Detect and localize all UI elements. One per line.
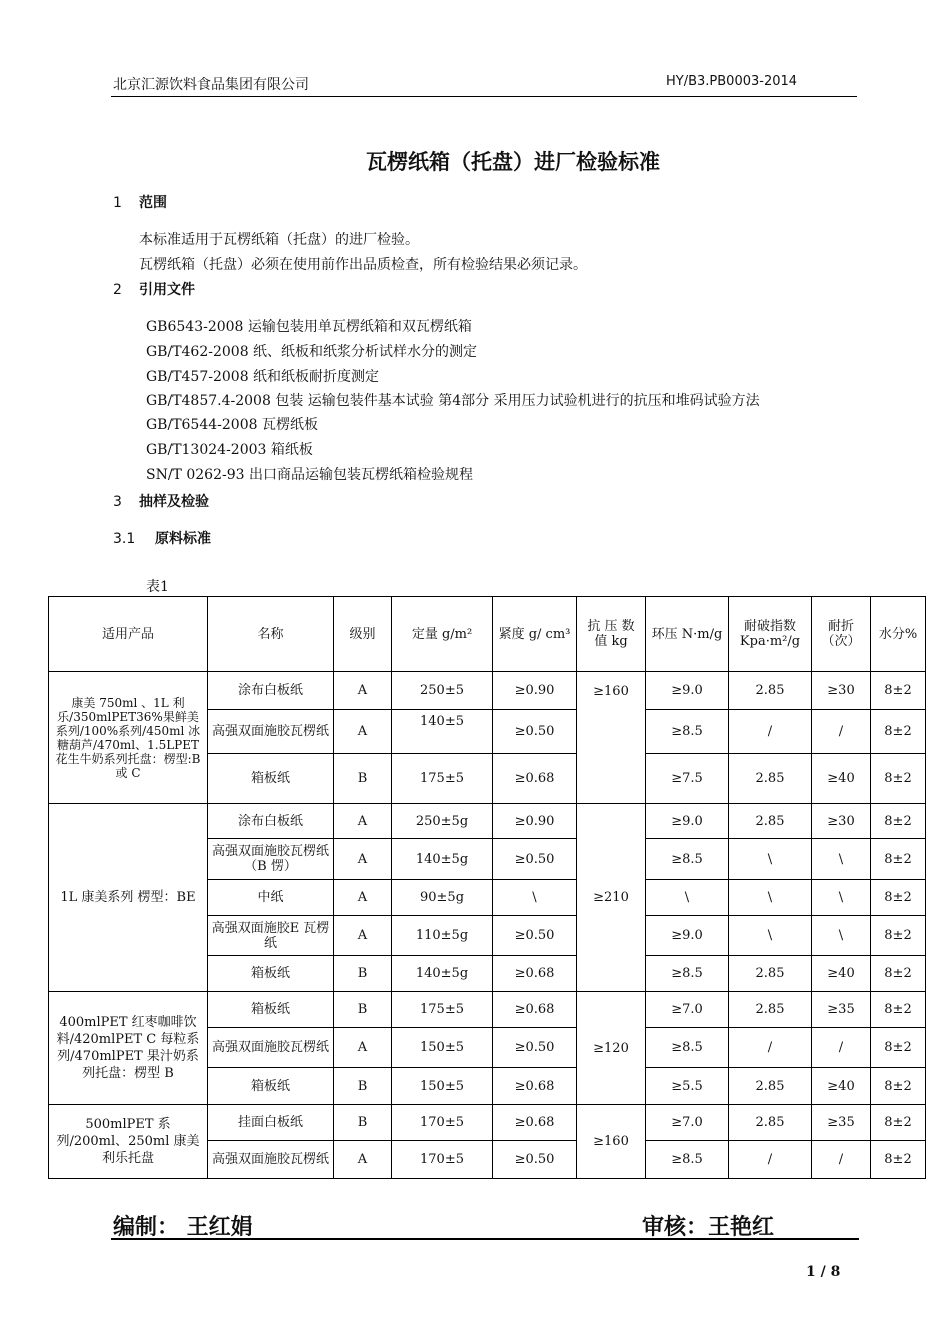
grade-cell: A — [334, 839, 392, 880]
burst-cell: 2.85 — [729, 672, 812, 710]
reference-item: GB/T13024-2003 箱纸板 — [146, 442, 313, 458]
grade-cell: A — [334, 710, 392, 754]
section-label: 引用文件 — [139, 282, 195, 298]
header-company: 北京汇源饮料食品集团有限公司 — [113, 77, 309, 93]
reviewed-by: 审核：王艳红 — [642, 1215, 775, 1240]
table-row — [49, 804, 926, 839]
section-3-1-heading — [113, 528, 211, 548]
product-cell: 康美 750ml 、1L 利乐/350mlPET36%果鲜美系列/100%系列/450ml 冰糖葫芦/470ml、1.5LPET 花生牛奶系列托盘：楞型:B 或 C — [49, 672, 208, 804]
reference-item: SN/T 0262-93 出口商品运输包装瓦楞纸箱检验规程 — [146, 467, 473, 483]
header-tightness: 紧度 g/ cm³ — [493, 597, 577, 672]
name-cell: 高强双面施胶瓦楞纸 — [208, 1141, 334, 1179]
grade-cell: A — [334, 1028, 392, 1068]
name-cell: 高强双面施胶瓦楞纸 — [208, 710, 334, 754]
header-moisture: 水分% — [871, 597, 926, 672]
grade-cell: A — [334, 916, 392, 956]
tightness-cell: ≥0.68 — [493, 1068, 577, 1105]
ring-cell: ≥8.5 — [646, 1141, 729, 1179]
reference-item: GB/T6544-2008 瓦楞纸板 — [146, 417, 318, 433]
section-number: 3.1 — [113, 531, 136, 547]
table-header-row — [49, 597, 926, 672]
header-rule — [111, 96, 857, 97]
compression-cell: ≥210 — [577, 804, 646, 992]
compression-cell: ≥160 — [577, 1105, 646, 1179]
product-cell: 500mlPET 系列/200ml、250ml 康美利乐托盘 — [49, 1105, 208, 1179]
fold-cell: ≥35 — [812, 1105, 871, 1141]
fold-cell: ≥40 — [812, 1068, 871, 1105]
weight-cell: 110±5g — [392, 916, 493, 956]
scope-text-1: 本标准适用于瓦楞纸箱（托盘）的进厂检验。 — [139, 232, 419, 248]
section-number: 2 — [113, 282, 122, 298]
ring-cell: ≥9.0 — [646, 672, 729, 710]
grade-cell: B — [334, 992, 392, 1028]
section-label: 原料标准 — [155, 531, 211, 547]
ring-cell: \ — [646, 880, 729, 916]
weight-cell: 90±5g — [392, 880, 493, 916]
header-compression: 抗 压 数 值 kg — [577, 597, 646, 672]
name-cell: 高强双面施胶瓦楞纸 — [208, 1028, 334, 1068]
weight-cell: 175±5 — [392, 754, 493, 804]
moisture-cell: 8±2 — [871, 754, 926, 804]
tightness-cell: \ — [493, 880, 577, 916]
section-number: 1 — [113, 195, 122, 211]
grade-cell: A — [334, 880, 392, 916]
section-3-heading — [113, 491, 209, 511]
ring-cell: ≥8.5 — [646, 839, 729, 880]
burst-cell: 2.85 — [729, 956, 812, 992]
tightness-cell: ≥0.68 — [493, 1105, 577, 1141]
weight-cell: 175±5 — [392, 992, 493, 1028]
table-row — [49, 992, 926, 1028]
moisture-cell: 8±2 — [871, 880, 926, 916]
fold-cell: / — [812, 1028, 871, 1068]
header-product: 适用产品 — [49, 597, 208, 672]
page-title: 瓦楞纸箱（托盘）进厂检验标准 — [366, 150, 660, 174]
fold-cell: ≥30 — [812, 672, 871, 710]
moisture-cell: 8±2 — [871, 916, 926, 956]
name-cell: 箱板纸 — [208, 992, 334, 1028]
tightness-cell: ≥0.50 — [493, 916, 577, 956]
burst-cell: \ — [729, 916, 812, 956]
ring-cell: ≥5.5 — [646, 1068, 729, 1105]
moisture-cell: 8±2 — [871, 1105, 926, 1141]
signature-rule — [111, 1238, 859, 1240]
name-cell: 涂布白板纸 — [208, 804, 334, 839]
weight-cell: 140±5 — [392, 710, 493, 754]
moisture-cell: 8±2 — [871, 956, 926, 992]
burst-cell: / — [729, 1028, 812, 1068]
name-cell: 挂面白板纸 — [208, 1105, 334, 1141]
grade-cell: B — [334, 956, 392, 992]
compiled-by: 编制： 王红娟 — [113, 1215, 253, 1240]
ring-cell: ≥8.5 — [646, 1028, 729, 1068]
burst-cell: 2.85 — [729, 754, 812, 804]
fold-cell: ≥35 — [812, 992, 871, 1028]
name-cell: 箱板纸 — [208, 1068, 334, 1105]
ring-cell: ≥9.0 — [646, 804, 729, 839]
name-cell: 中纸 — [208, 880, 334, 916]
tightness-cell: ≥0.50 — [493, 839, 577, 880]
weight-cell: 250±5 — [392, 672, 493, 710]
section-1-heading — [113, 192, 167, 212]
weight-cell: 140±5g — [392, 956, 493, 992]
fold-cell: \ — [812, 880, 871, 916]
moisture-cell: 8±2 — [871, 1028, 926, 1068]
ring-cell: ≥8.5 — [646, 956, 729, 992]
weight-cell: 170±5 — [392, 1141, 493, 1179]
product-cell: 1L 康美系列 楞型：BE — [49, 804, 208, 992]
burst-cell: \ — [729, 880, 812, 916]
weight-cell: 250±5g — [392, 804, 493, 839]
section-2-heading — [113, 279, 195, 299]
tightness-cell: ≥0.68 — [493, 754, 577, 804]
name-cell: 高强双面施胶E 瓦楞纸 — [208, 916, 334, 956]
fold-cell: / — [812, 710, 871, 754]
header-ring-crush: 环压 N·m/g — [646, 597, 729, 672]
section-number: 3 — [113, 494, 122, 510]
table-row — [49, 1105, 926, 1141]
tightness-cell: ≥0.90 — [493, 804, 577, 839]
tightness-cell: ≥0.50 — [493, 1028, 577, 1068]
header-fold: 耐折（次） — [812, 597, 871, 672]
moisture-cell: 8±2 — [871, 839, 926, 880]
burst-cell: 2.85 — [729, 1068, 812, 1105]
header-weight: 定量 g/m² — [392, 597, 493, 672]
burst-cell: 2.85 — [729, 804, 812, 839]
compression-cell: ≥160 — [577, 672, 646, 804]
table-label: 表1 — [146, 579, 169, 595]
moisture-cell: 8±2 — [871, 710, 926, 754]
tightness-cell: ≥0.68 — [493, 956, 577, 992]
weight-cell: 170±5 — [392, 1105, 493, 1141]
ring-cell: ≥7.0 — [646, 1105, 729, 1141]
grade-cell: B — [334, 1068, 392, 1105]
moisture-cell: 8±2 — [871, 1068, 926, 1105]
fold-cell: ≥40 — [812, 956, 871, 992]
ring-cell: ≥8.5 — [646, 710, 729, 754]
header-name: 名称 — [208, 597, 334, 672]
reference-item: GB6543-2008 运输包装用单瓦楞纸箱和双瓦楞纸箱 — [146, 319, 472, 335]
section-label: 抽样及检验 — [139, 494, 209, 510]
fold-cell: \ — [812, 916, 871, 956]
section-label: 范围 — [139, 195, 167, 211]
compression-cell: ≥120 — [577, 992, 646, 1105]
moisture-cell: 8±2 — [871, 1141, 926, 1179]
moisture-cell: 8±2 — [871, 672, 926, 710]
page-number: 1 / 8 — [806, 1264, 841, 1280]
burst-cell: 2.85 — [729, 992, 812, 1028]
burst-cell: \ — [729, 839, 812, 880]
name-cell: 涂布白板纸 — [208, 672, 334, 710]
grade-cell: B — [334, 754, 392, 804]
weight-cell: 150±5 — [392, 1068, 493, 1105]
reference-item: GB/T462-2008 纸、纸板和纸浆分析试样水分的测定 — [146, 344, 478, 360]
weight-cell: 150±5 — [392, 1028, 493, 1068]
moisture-cell: 8±2 — [871, 992, 926, 1028]
ring-cell: ≥7.0 — [646, 992, 729, 1028]
burst-cell: 2.85 — [729, 1105, 812, 1141]
fold-cell: / — [812, 1141, 871, 1179]
grade-cell: A — [334, 1141, 392, 1179]
name-cell: 箱板纸 — [208, 754, 334, 804]
name-cell: 高强双面施胶瓦楞纸（B 愣） — [208, 839, 334, 880]
fold-cell: ≥30 — [812, 804, 871, 839]
grade-cell: A — [334, 804, 392, 839]
header-doc-code: HY/B3.PB0003-2014 — [666, 74, 798, 89]
burst-cell: / — [729, 710, 812, 754]
tightness-cell: ≥0.50 — [493, 1141, 577, 1179]
product-cell: 400mlPET 红枣咖啡饮料/420mlPET C 每粒系列/470mlPET 果汁奶系列托盘：楞型 B — [49, 992, 208, 1105]
name-cell: 箱板纸 — [208, 956, 334, 992]
burst-cell: / — [729, 1141, 812, 1179]
tightness-cell: ≥0.90 — [493, 672, 577, 710]
tightness-cell: ≥0.68 — [493, 992, 577, 1028]
grade-cell: B — [334, 1105, 392, 1141]
fold-cell: \ — [812, 839, 871, 880]
header-grade: 级别 — [334, 597, 392, 672]
grade-cell: A — [334, 672, 392, 710]
reference-item: GB/T4857.4-2008 包装 运输包装件基本试验 第4部分 采用压力试验机进行的抗压和堆码试验方法 — [146, 393, 760, 409]
material-standards-table — [48, 596, 926, 1179]
ring-cell: ≥9.0 — [646, 916, 729, 956]
scope-text-2: 瓦楞纸箱（托盘）必须在使用前作出品质检查，所有检验结果必须记录。 — [139, 257, 587, 273]
ring-cell: ≥7.5 — [646, 754, 729, 804]
table-row — [49, 672, 926, 710]
weight-cell: 140±5g — [392, 839, 493, 880]
moisture-cell: 8±2 — [871, 804, 926, 839]
tightness-cell: ≥0.50 — [493, 710, 577, 754]
fold-cell: ≥40 — [812, 754, 871, 804]
reference-item: GB/T457-2008 纸和纸板耐折度测定 — [146, 369, 380, 385]
header-burst-index: 耐破指数 Kpa·m²/g — [729, 597, 812, 672]
